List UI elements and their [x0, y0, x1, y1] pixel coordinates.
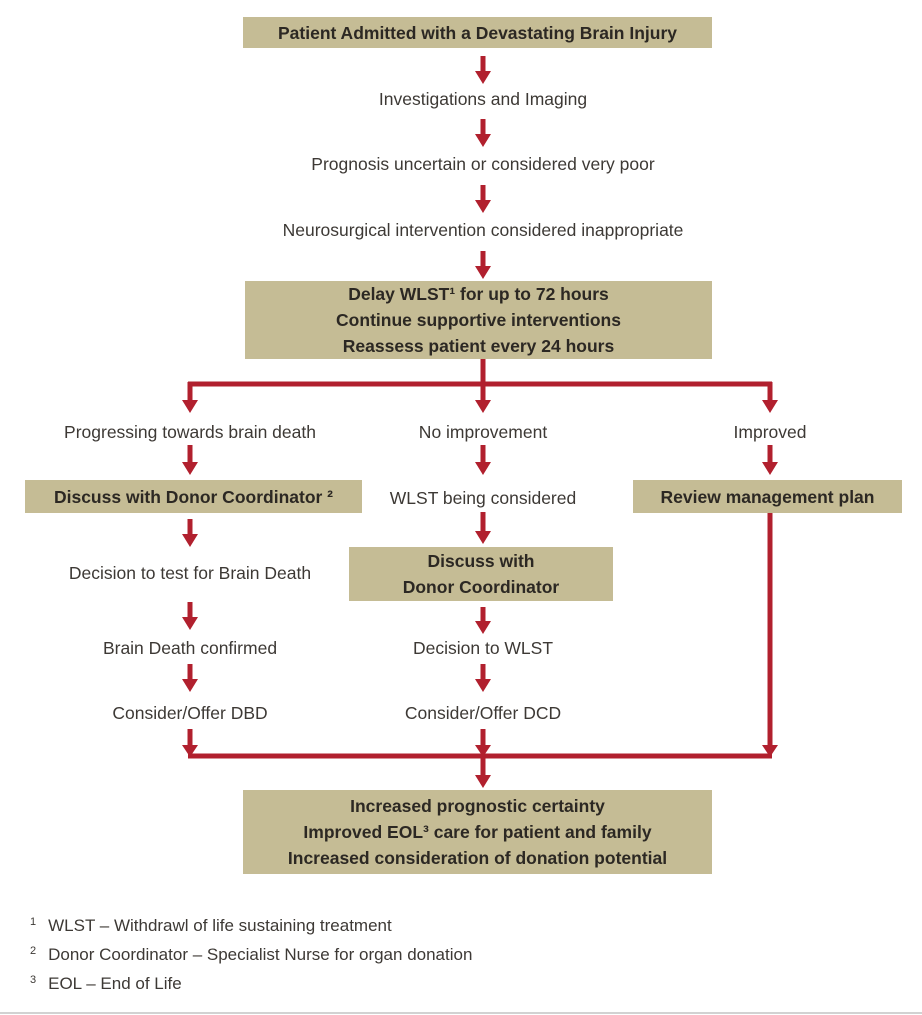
footnotes [30, 916, 472, 1003]
box-outcomes-line2: Improved EOL³ care for patient and family [303, 822, 652, 842]
footnote-eol [30, 974, 472, 994]
footnote-donor-coordinator [30, 945, 472, 965]
arrow-improved-to-reviewbox [762, 445, 778, 475]
arrow-wlstconsidered-to-discussbox [475, 512, 491, 544]
footnote-marker-3: 3 [30, 974, 37, 986]
footnote-marker-1: 1 [30, 916, 37, 928]
arrow-branch-left [182, 382, 198, 413]
label-consider-offer-dcd: Consider/Offer DCD [404, 703, 562, 723]
box-outcomes-line1: Increased prognostic certainty [350, 796, 605, 816]
arrow-convergence-to-finalbox [475, 756, 491, 788]
box-discuss-middle-line1: Discuss with [427, 551, 535, 571]
bottom-divider [0, 1012, 922, 1014]
box-discuss-donor-coordinator-middle [349, 547, 613, 601]
box-discuss-middle-line2: Donor Coordinator [402, 577, 560, 597]
box-delay-wlst [245, 281, 712, 359]
arrow-dcd-to-convergence [475, 729, 491, 757]
label-decision-test-brain-death: Decision to test for Brain Death [68, 563, 312, 583]
arrow-noimprovement-to-wlstconsidered [475, 445, 491, 475]
footnote-wlst [30, 916, 472, 936]
label-decision-to-wlst: Decision to WLST [412, 638, 554, 658]
footnote-text-1: WLST – Withdrawl of life sustaining treatment [48, 916, 392, 935]
box-delay-wlst-line3: Reassess patient every 24 hours [342, 336, 615, 356]
line-reviewbox-to-convergence [762, 513, 778, 757]
label-brain-death-confirmed: Brain Death confirmed [102, 638, 278, 658]
arrow-topbox-to-investigations [475, 56, 491, 84]
box-delay-wlst-line2: Continue supportive interventions [336, 310, 621, 330]
arrow-confirmed-to-dbd [182, 664, 198, 692]
box-patient-admitted: Patient Admitted with a Devastating Brain Injury [243, 17, 712, 48]
arrow-prognosis-to-neurosurgical [475, 185, 491, 213]
arrow-discussbox-to-decisionwlst [475, 607, 491, 634]
box-delay-wlst-line1: Delay WLST¹ for up to 72 hours [348, 284, 609, 304]
arrow-dbd-to-convergence [182, 729, 198, 757]
label-investigations: Investigations and Imaging [378, 89, 588, 109]
label-progressing-brain-death: Progressing towards brain death [64, 422, 316, 442]
arrow-investigations-to-prognosis [475, 119, 491, 147]
box-outcomes [243, 790, 712, 874]
arrow-neurosurgical-to-delaybox [475, 251, 491, 279]
label-prognosis: Prognosis uncertain or considered very poor [311, 154, 655, 174]
label-no-improvement: No improvement [418, 422, 548, 442]
box-outcomes-line3: Increased consideration of donation potential [287, 848, 668, 868]
arrow-discussbox-to-decisiontest [182, 519, 198, 547]
footnote-marker-2: 2 [30, 945, 37, 957]
label-improved: Improved [733, 422, 807, 442]
branch-split-lines [188, 359, 772, 386]
arrow-branch-right [762, 382, 778, 413]
box-discuss-donor-coordinator-left: Discuss with Donor Coordinator ² [25, 480, 362, 513]
arrow-decisionwlst-to-dcd [475, 664, 491, 692]
arrow-branch-middle [475, 382, 491, 413]
arrow-decisiontest-to-confirmed [182, 602, 198, 630]
arrow-progressing-to-discussbox [182, 445, 198, 475]
label-wlst-being-considered: WLST being considered [389, 488, 577, 508]
footnote-text-3: EOL – End of Life [48, 974, 182, 993]
footnote-text-2: Donor Coordinator – Specialist Nurse for organ donation [48, 945, 473, 964]
label-consider-offer-dbd: Consider/Offer DBD [112, 703, 268, 723]
box-review-management-plan: Review management plan [633, 480, 902, 513]
label-neurosurgical: Neurosurgical intervention considered inappropriate [282, 220, 684, 240]
